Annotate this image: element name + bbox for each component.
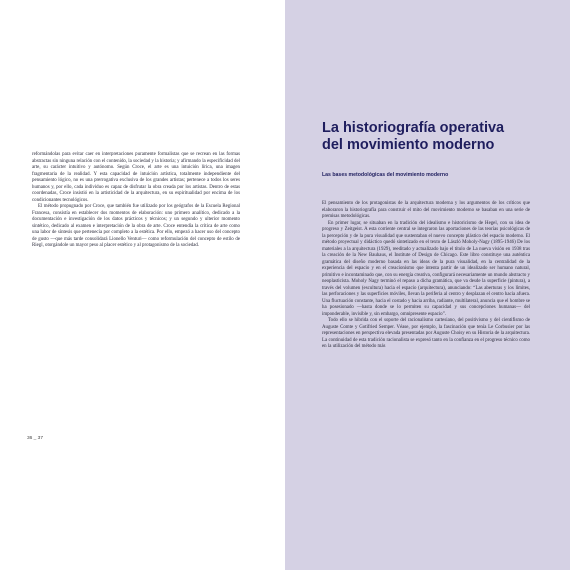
right-body-text bbox=[322, 201, 530, 351]
page-folio: 36 _ 37 bbox=[27, 436, 44, 441]
heading-line-2: del movimiento moderno bbox=[322, 136, 495, 153]
chapter-heading bbox=[322, 120, 542, 153]
right-paragraph-1: El pensamiento de los protagonistas de la arquitectura moderna y los argumentos de los críticos que elaboraron la historiografía para construir el mito del movimiento moderno se basaban en una serie de premisas metodológicas. bbox=[322, 201, 530, 219]
left-body-text bbox=[32, 152, 240, 250]
right-paragraph-2: En primer lugar, se situaban en la tradición del idealismo e historicismo de Hegel, con su idea de progreso y Zeitgeist. A esta corriente central se integraron las aportaciones de las teorías psicológicas de la percepción y de la pura visualidad que sustentaban el nuevo concepto plástico del espacio moderno. El método proyectual y didáctico quedó sintetizado en el texto de László Moholy-Nagy (1895-1946) De los materiales a la arquitectura (1929), reeditado y actualizado bajo el título de La nueva visión en 1938 tras la creación de la New Bauhaus, el Institute of Design de Chicago. Este libro constituye una auténtica gramática del diseño moderno basada en las ideas de la pura visualidad, en la centralidad de la experiencia del espacio y en el creacionismo que intenta partir de un idealizado ser humano natural, primitivo e incontaminado que, con su energía creativa, configurará necesariamente un mundo abstracto y neoplasticista. Moholy Nagy terminó el repaso a dicha gramática, que va desde la superficie (pintura), a través del volumen (escultura) hacia el espacio (arquitectura), anunciando: “Las aberturas y los límites, las perforaciones y las superficies móviles, llevan la periferia al centro y desplazan el centro hacia afuera. Una fluctuación constante, hacia el costado y hacia arriba, radiante, multilateral, anuncia que el hombre se ha posesionado —hasta donde se lo permiten su capacidad y sus concepciones humanas— del imponderable, invisible y, sin embargo, omnipresente espacio”. bbox=[322, 220, 530, 317]
left-paragraph-2: El método propugnado por Croce, que también fue utilizado por los geógrafos de la Escuela Regional Francesa, consistía en establecer dos momentos de elaboración: uno primero analítico, dedicado a la documentación e investigación de los datos prácticos y técnicos; y un segundo y ulterior momento sintético, dedicado al examen e interpretación de la obra de arte. Croce entendía la crítica de arte como una labor de síntesis que pertenecía por completo a la estética. Por ello, empezó a hacer uso del concepto de gusto —que más tarde consolidará Lionello Venturi— como reformulación del concepto de estilo de Riegl, otorgándole un mayor peso al placer estético y al protagonismo de la sociedad. bbox=[32, 204, 240, 248]
section-subheading: Las bases metodológicas del movimiento moderno bbox=[322, 172, 449, 178]
heading-line-1: La historiografía operativa bbox=[322, 120, 505, 136]
right-page bbox=[285, 0, 570, 570]
left-paragraph-1: reformándolas para evitar caer en interpretaciones puramente formalistas que se recrean en las formas abstractas sin ninguna relación con el contenido, la sociedad y la historia; y afirmando la especificidad del arte, su carácter intuitivo y autónomo. Según Croce, el arte es una intuición lírica, una imagen fragmentaria de la realidad. Y esta capacidad de intuición artística, totalmente independiente del pensamiento lógico, no es una prerrogativa exclusiva de los grandes artistas; pertenece a todos los seres humanos y, por ello, cada individuo es capaz de disfrutar la obra creada por los artistas. Dentro de estas coordenadas, Croce insistió en la artisticidad de la arquitectura, en su espiritualidad por encima de los condicionantes tecnológicos. bbox=[32, 152, 240, 203]
right-paragraph-3: Todo ello se hibrida con el soporte del racionalismo cartesiano, del positivismo y del cientifismo de Auguste Comte y Gotifried Semper. Véase, por ejemplo, la fascinación que tenía Le Corbusier por las representaciones en perspectiva elevada presentadas por Auguste Choisy en su Historia de la arquitectura. La continuidad de esta tradición racionalista se expresó tanto en la confianza en el progreso técnico como en la utilización del método más bbox=[322, 318, 530, 349]
